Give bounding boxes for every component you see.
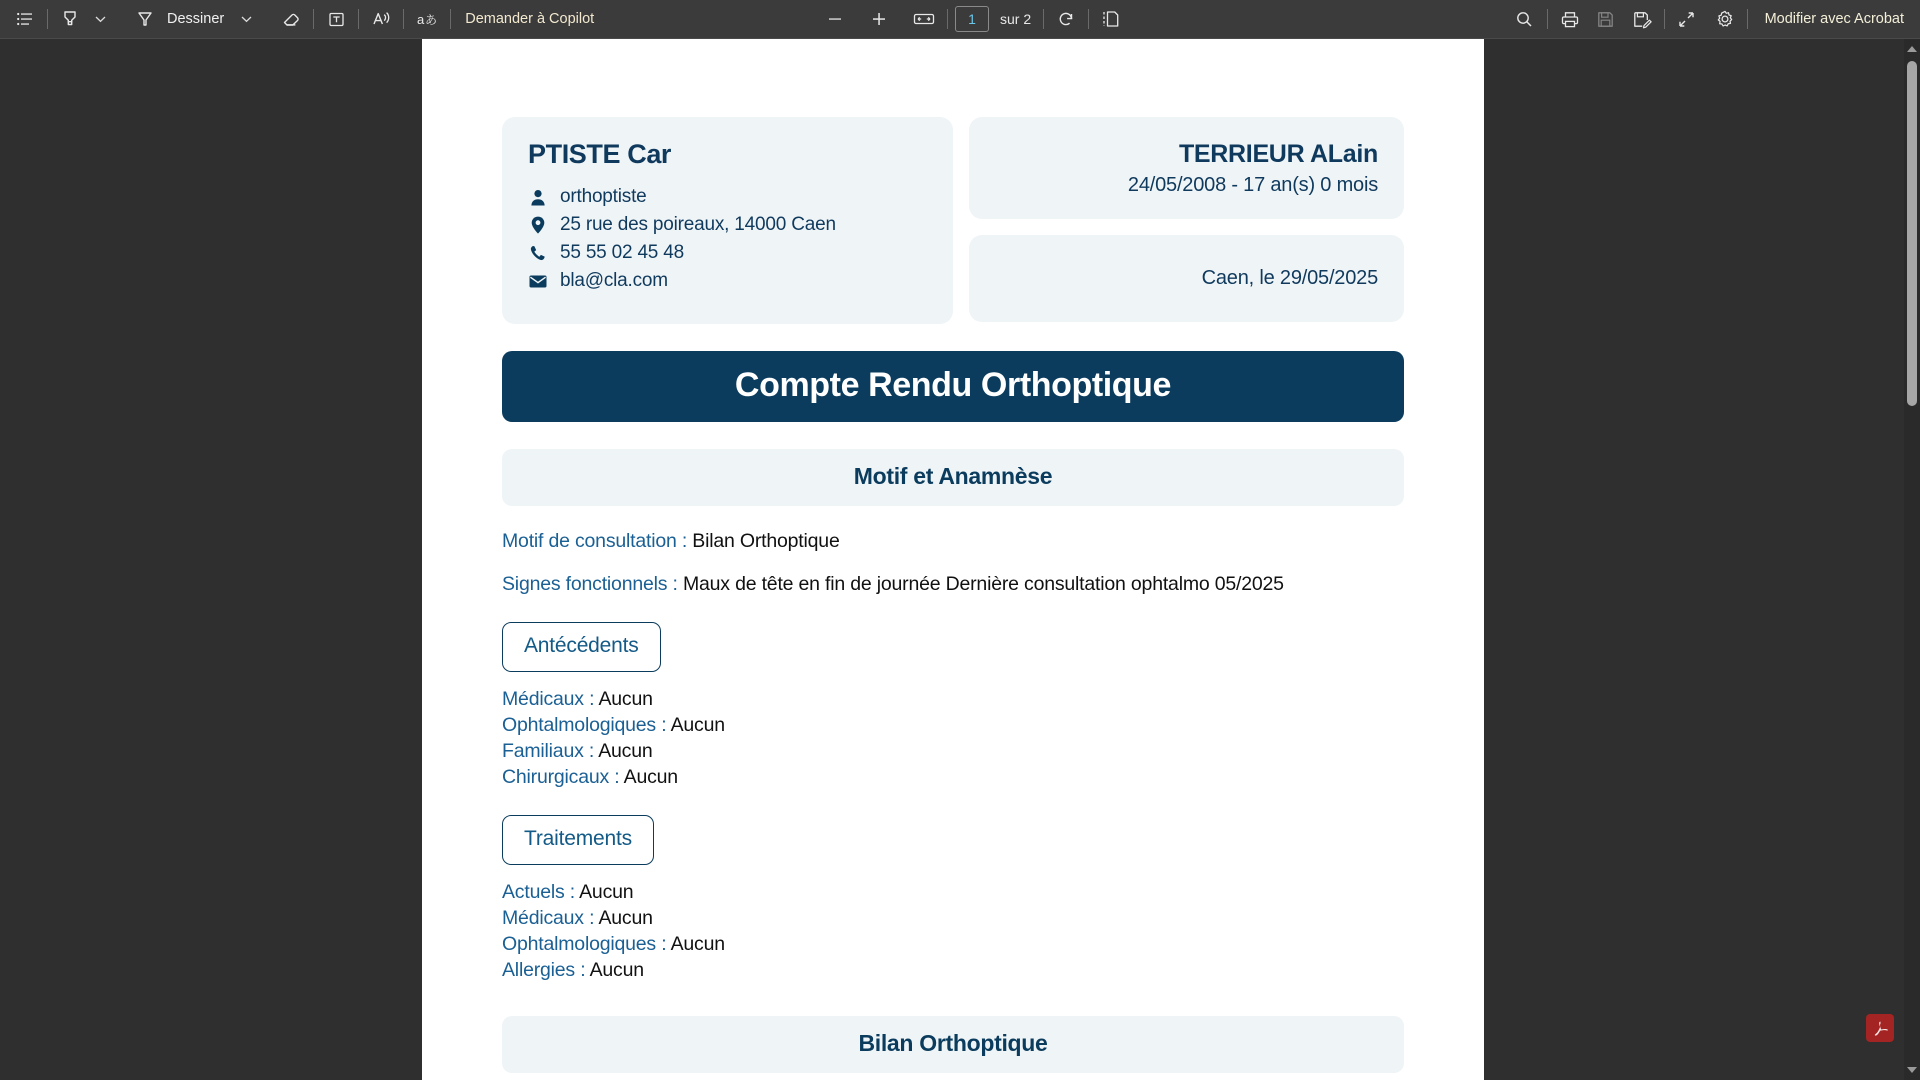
phone-icon xyxy=(528,245,548,261)
scroll-up-button[interactable] xyxy=(1904,41,1920,57)
toolbar-divider xyxy=(403,9,404,29)
toolbar-divider xyxy=(1547,9,1548,29)
spacer xyxy=(122,9,123,29)
fit-width-icon[interactable] xyxy=(908,4,940,34)
fullscreen-icon[interactable] xyxy=(1672,4,1702,34)
page-number-input[interactable]: 1 xyxy=(955,6,989,32)
print-icon[interactable] xyxy=(1555,4,1585,34)
spacer xyxy=(268,9,269,29)
save-icon[interactable] xyxy=(1591,4,1621,34)
field-label: Médicaux : xyxy=(502,688,595,710)
field-label: Chirurgicaux : xyxy=(502,766,620,788)
traitements-pill-wrap xyxy=(502,815,1404,865)
location-pin-icon xyxy=(528,216,548,234)
location-date: Caen, le 29/05/2025 xyxy=(1201,267,1378,289)
highlighter-icon[interactable] xyxy=(55,4,85,34)
field-value: Aucun xyxy=(666,714,725,736)
save-as-icon[interactable] xyxy=(1627,4,1657,34)
field-label: Ophtalmologiques : xyxy=(502,714,667,736)
section-header-bilan: Bilan Orthoptique xyxy=(502,1016,1404,1073)
edit-with-acrobat-button[interactable]: Modifier avec Acrobat xyxy=(1764,11,1904,27)
practitioner-phone-row xyxy=(528,242,927,264)
field-value: Aucun xyxy=(594,907,653,929)
draw-pen-icon[interactable] xyxy=(130,4,160,34)
toolbar-divider xyxy=(947,9,948,29)
field-value: Aucun xyxy=(594,688,653,710)
table-of-contents-icon[interactable] xyxy=(10,4,40,34)
antecedents-list xyxy=(502,688,1404,789)
toolbar-divider xyxy=(47,9,48,29)
field-value: Aucun xyxy=(574,881,634,903)
vertical-scrollbar[interactable] xyxy=(1904,39,1920,1080)
field-label: Ophtalmologiques : xyxy=(502,933,667,955)
text-box-icon[interactable] xyxy=(321,4,351,34)
spacer xyxy=(2,9,3,29)
field-value: Aucun xyxy=(619,766,678,788)
list-item xyxy=(502,933,1404,956)
pdf-viewer xyxy=(0,39,1920,1080)
field-label: Allergies : xyxy=(502,959,586,981)
eraser-icon[interactable] xyxy=(276,4,306,34)
chevron-down-icon xyxy=(1907,1067,1917,1073)
translate-icon[interactable] xyxy=(411,4,443,34)
practitioner-profession-row xyxy=(528,186,927,208)
toolbar-right-group xyxy=(1510,4,1914,34)
toolbar-divider xyxy=(1664,9,1665,29)
person-icon xyxy=(528,189,548,206)
practitioner-email-row xyxy=(528,270,927,292)
copilot-button[interactable]: Demander à Copilot xyxy=(465,11,595,27)
chevron-up-icon xyxy=(1907,46,1917,52)
list-item xyxy=(502,740,1404,763)
antecedents-pill-wrap xyxy=(502,622,1404,672)
envelope-icon xyxy=(528,275,548,288)
zoom-in-icon[interactable] xyxy=(864,4,894,34)
practitioner-profession: orthoptiste xyxy=(560,186,647,207)
practitioner-address-row xyxy=(528,214,927,236)
toolbar-divider xyxy=(450,9,451,29)
practitioner-name: PTISTE Car xyxy=(528,139,672,169)
pdf-page xyxy=(422,39,1484,1080)
document-header xyxy=(502,117,1404,324)
toolbar-divider xyxy=(313,9,314,29)
page-count-label: sur 2 xyxy=(1000,11,1032,27)
practitioner-phone: 55 55 02 45 48 xyxy=(560,242,684,263)
field-value: Aucun xyxy=(666,933,725,955)
field-value: Maux de tête en fin de journée Dernière consultation ophtalmo 05/2025 xyxy=(677,573,1284,595)
highlighter-chevron-down-icon[interactable] xyxy=(85,4,115,34)
field-value: Bilan Orthoptique xyxy=(687,530,840,552)
patient-birthdate-age: 24/05/2008 - 17 an(s) 0 mois xyxy=(1127,173,1378,196)
draw-chevron-down-icon[interactable] xyxy=(231,4,261,34)
list-item xyxy=(502,959,1404,982)
zoom-out-icon[interactable] xyxy=(820,4,850,34)
patient-card xyxy=(969,117,1404,219)
draw-label[interactable]: Dessiner xyxy=(167,11,225,27)
field-label: Motif de consultation : xyxy=(502,530,688,552)
list-item xyxy=(502,907,1404,930)
header-right-column xyxy=(969,117,1404,322)
svg-text:あ: あ xyxy=(425,13,438,27)
settings-gear-icon[interactable] xyxy=(1710,4,1740,34)
page-layout-icon[interactable] xyxy=(1096,4,1126,34)
document-title: Compte Rendu Orthoptique xyxy=(502,351,1404,422)
location-date-card xyxy=(969,235,1404,322)
practitioner-email: bla@cla.com xyxy=(560,270,668,291)
acrobat-badge-icon[interactable] xyxy=(1866,1014,1894,1042)
toolbar-divider xyxy=(1088,9,1089,29)
pill-traitements: Traitements xyxy=(502,815,654,865)
field-label: Signes fonctionnels : xyxy=(502,573,678,595)
toolbar-left-group xyxy=(0,4,601,34)
traitements-list xyxy=(502,881,1404,982)
scroll-down-button[interactable] xyxy=(1904,1062,1920,1078)
field-value: Aucun xyxy=(585,959,644,981)
field-label: Familiaux : xyxy=(502,740,595,762)
scrollbar-thumb[interactable] xyxy=(1907,61,1917,406)
list-item xyxy=(502,688,1404,711)
section-header-motif: Motif et Anamnèse xyxy=(502,449,1404,506)
rotate-icon[interactable] xyxy=(1051,4,1081,34)
motif-fields xyxy=(502,530,1404,596)
toolbar-divider xyxy=(358,9,359,29)
search-icon[interactable] xyxy=(1510,4,1540,34)
patient-name: TERRIEUR ALain xyxy=(1178,139,1378,168)
field-label: Actuels : xyxy=(502,881,575,903)
toolbar-divider xyxy=(1043,9,1044,29)
field-label: Médicaux : xyxy=(502,907,595,929)
field-value: Aucun xyxy=(594,740,653,762)
read-aloud-icon[interactable] xyxy=(366,4,396,34)
practitioner-card xyxy=(502,117,953,324)
toolbar-center-group xyxy=(820,4,1126,34)
svg-text:a: a xyxy=(417,12,425,27)
toolbar-divider xyxy=(1747,9,1748,29)
pdf-toolbar xyxy=(0,0,1920,39)
pill-antecedents: Antécédents xyxy=(502,622,661,672)
field-motif-consultation xyxy=(502,530,1404,553)
list-item xyxy=(502,766,1404,789)
field-signes-fonctionnels xyxy=(502,573,1404,596)
list-item xyxy=(502,714,1404,737)
practitioner-address: 25 rue des poireaux, 14000 Caen xyxy=(560,214,836,235)
list-item xyxy=(502,881,1404,904)
